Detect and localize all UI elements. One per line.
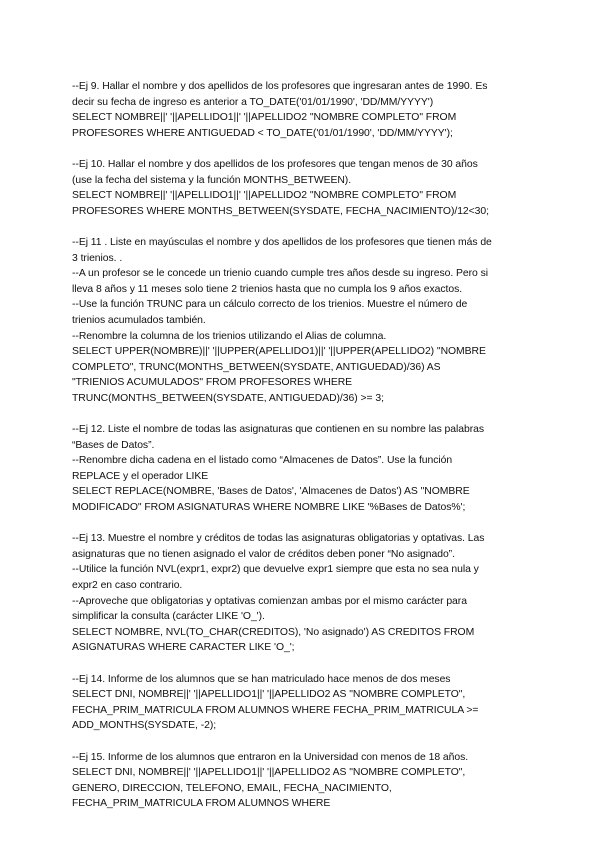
- text-line: decir su fecha de ingreso es anterior a TO_DATE('01/01/1990', 'DD/MM/YYYY'): [72, 96, 434, 108]
- text-line: --Ej 10. Hallar el nombre y dos apellidos de los profesores que tengan menos de 30 años: [72, 158, 478, 170]
- sql-line: SELECT DNI, NOMBRE||' '||APELLIDO1||' '||APELLIDO2 AS "NOMBRE COMPLETO",: [72, 767, 466, 779]
- sql-line: SELECT DNI, NOMBRE||' '||APELLIDO1||' '||APELLIDO2 AS "NOMBRE COMPLETO",: [72, 689, 466, 701]
- text-line: “Bases de Datos”.: [72, 439, 155, 451]
- text-line: --Use la función TRUNC para un cálculo correcto de los trienios. Muestre el número de: [72, 299, 468, 311]
- text-line: 3 trienios. .: [72, 252, 123, 264]
- text-line: --Ej 13. Muestre el nombre y créditos de todas las asignaturas obligatorias y optativas. Las: [72, 533, 485, 545]
- text-line: --Ej 11 . Liste en mayúsculas el nombre y dos apellidos de los profesores que tienen más de: [72, 236, 492, 248]
- sql-line: MODIFICADO" FROM ASIGNATURAS WHERE NOMBRE LIKE '%Bases de Datos%';: [72, 502, 466, 514]
- sql-line: SELECT NOMBRE||' '||APELLIDO1||' '||APELLIDO2 "NOMBRE COMPLETO" FROM: [72, 112, 457, 124]
- text-line: --Utilice la función NVL(expr1, expr2) que devuelve expr1 siempre que esta no sea nula y: [72, 564, 479, 576]
- sql-line: ADD_MONTHS(SYSDATE, -2);: [72, 720, 217, 732]
- exercise-15-block: [72, 750, 532, 812]
- sql-line: SELECT REPLACE(NOMBRE, 'Bases de Datos', 'Almacenes de Datos') AS "NOMBRE: [72, 486, 470, 498]
- sql-line: FECHA_PRIM_MATRICULA FROM ALUMNOS WHERE: [72, 798, 331, 810]
- sql-line: SELECT NOMBRE||' '||APELLIDO1||' '||APELLIDO2 "NOMBRE COMPLETO" FROM: [72, 190, 457, 202]
- text-line: REPLACE y el operador LIKE: [72, 470, 209, 482]
- text-line: --Ej 14. Informe de los alumnos que se han matriculado hace menos de dos meses: [72, 673, 451, 685]
- sql-line: PROFESORES WHERE MONTHS_BETWEEN(SYSDATE, FECHA_NACIMIENTO)/12<30;: [72, 205, 489, 217]
- exercise-10-block: [72, 157, 532, 219]
- text-line: trienios acumulados también.: [72, 314, 206, 326]
- text-line: (use la fecha del sistema y la función MONTHS_BETWEEN).: [72, 174, 352, 186]
- text-line: --Ej 9. Hallar el nombre y dos apellidos de los profesores que ingresaran antes de 1990. Es: [72, 81, 488, 92]
- text-line: --Aproveche que obligatorias y optativas comienzan ambas por el mismo carácter para: [72, 595, 467, 607]
- sql-line: GENERO, DIRECCION, TELEFONO, EMAIL, FECHA_NACIMIENTO,: [72, 782, 392, 794]
- sql-line: PROFESORES WHERE ANTIGUEDAD < TO_DATE('01/01/1990', 'DD/MM/YYYY');: [72, 127, 453, 139]
- text-line: simplificar la consulta (carácter LIKE 'O_').: [72, 611, 265, 623]
- text-line: lleva 8 años y 11 meses solo tiene 2 trienios hasta que no cumpla los 9 años exactos.: [72, 283, 463, 295]
- sql-line: "TRIENIOS ACUMULADOS" FROM PROFESORES WHERE: [72, 377, 353, 389]
- text-line: --Ej 12. Liste el nombre de todas las asignaturas que contienen en su nombre las palabras: [72, 424, 485, 436]
- text-line: --Renombre la columna de los trienios utilizando el Alias de columna.: [72, 330, 387, 342]
- document-page: [72, 79, 532, 828]
- sql-line: ASIGNATURAS WHERE CARACTER LIKE 'O_';: [72, 642, 295, 654]
- text-line: --Renombre dicha cadena en el listado como “Almacenes de Datos”. Use la función: [72, 455, 453, 467]
- exercise-13-block: [72, 531, 532, 656]
- exercise-14-block: [72, 672, 532, 734]
- exercise-9-block: [72, 79, 532, 141]
- exercise-11-block: [72, 235, 532, 407]
- text-line: --A un profesor se le concede un trienio cuando cumple tres años desde su ingreso. Pero si: [72, 268, 488, 280]
- text-line: --Ej 15. Informe de los alumnos que entraron en la Universidad con menos de 18 años.: [72, 751, 469, 763]
- text-line: expr2 en caso contrario.: [72, 580, 183, 591]
- sql-line: FECHA_PRIM_MATRICULA FROM ALUMNOS WHERE FECHA_PRIM_MATRICULA >=: [72, 704, 479, 716]
- sql-line: TRUNC(MONTHS_BETWEEN(SYSDATE, ANTIGUEDAD)/36) >= 3;: [72, 392, 384, 404]
- sql-line: COMPLETO", TRUNC(MONTHS_BETWEEN(SYSDATE, ANTIGUEDAD)/36) AS: [72, 361, 441, 373]
- sql-line: SELECT UPPER(NOMBRE)||' '||UPPER(APELLIDO1)||' '||UPPER(APELLIDO2) "NOMBRE: [72, 346, 486, 358]
- text-line: asignaturas que no tienen asignado el valor de créditos deben poner “No asignado”.: [72, 548, 455, 560]
- sql-line: SELECT NOMBRE, NVL(TO_CHAR(CREDITOS), 'No asignado') AS CREDITOS FROM: [72, 626, 475, 638]
- exercise-12-block: [72, 422, 532, 516]
